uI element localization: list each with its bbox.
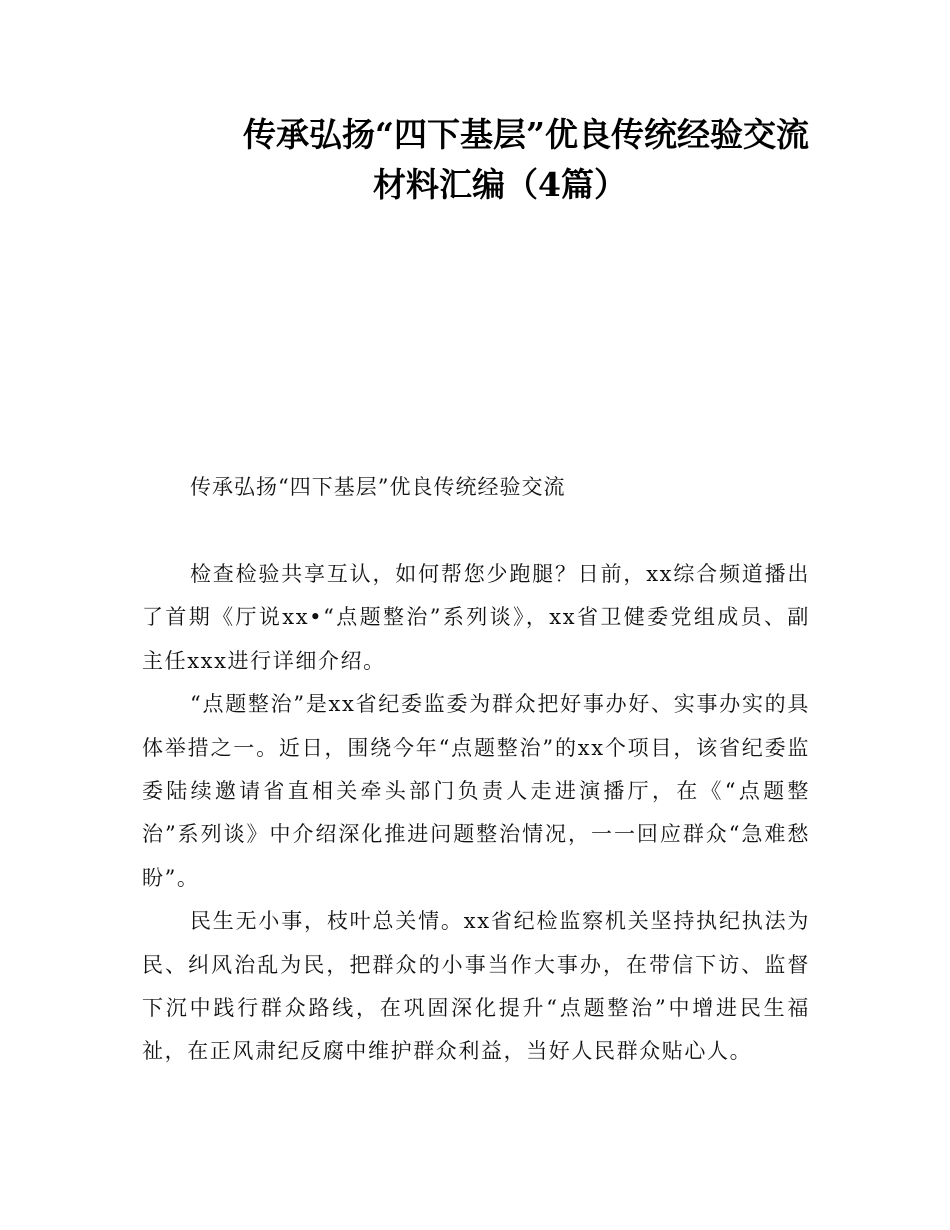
document-body — [142, 553, 810, 1074]
title-line-2: 材料汇编（4篇） — [373, 165, 627, 204]
paragraph-1: 检查检验共享互认，如何帮您少跑腿？日前，xx综合频道播出了首期《厅说xx•“点题整治”系列谈》，xx省卫健委党组成员、副主任xxx进行详细介绍。 — [142, 562, 810, 673]
section-heading: 传承弘扬“四下基层”优良传统经验交流 — [190, 475, 566, 499]
paragraph-2: “点题整治”是xx省纪委监委为群众把好事办好、实事办实的具体举措之一。近日，围绕今年“点题整治”的xx个项目，该省纪委监委陆续邀请省直相关牵头部门负责人走进演播厅，在《“点题整治”系列谈》中介绍深化推进问题整治情况，一一回应群众“急难愁盼”。 — [142, 692, 810, 890]
paragraph-3: 民生无小事，枝叶总关情。xx省纪检监察机关坚持执纪执法为民、纠风治乱为民，把群众的小事当作大事办，在带信下访、监督下沉中践行群众路线，在巩固深化提升“点题整治”中增进民生福祉，在正风肃纪反腐中维护群众利益，当好人民群众贴心人。 — [142, 909, 810, 1064]
title-line-1: 传承弘扬“四下基层”优良传统经验交流 — [243, 115, 809, 154]
document-title — [140, 110, 860, 210]
